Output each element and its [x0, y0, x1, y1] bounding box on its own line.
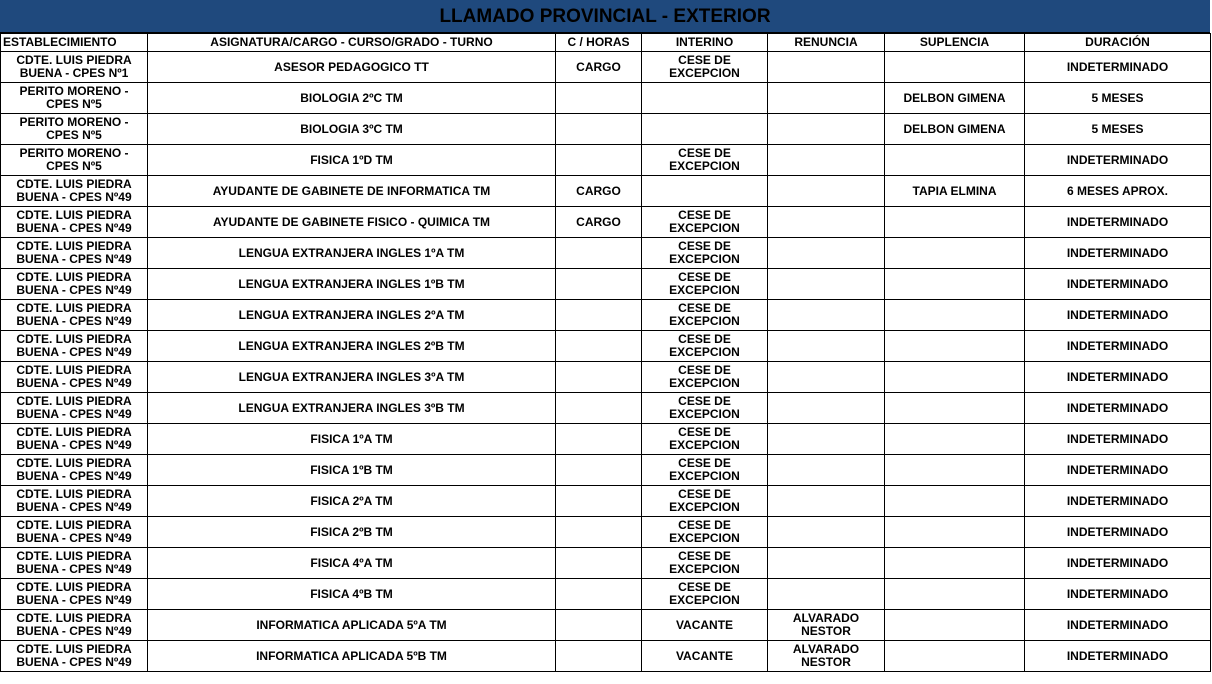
cell-horas [556, 548, 642, 579]
sheet-title: LLAMADO PROVINCIAL - EXTERIOR [0, 0, 1210, 33]
cell-establecimiento: CDTE. LUIS PIEDRA BUENA - CPES Nº49 [1, 455, 148, 486]
cell-asignatura: AYUDANTE DE GABINETE DE INFORMATICA TM [148, 176, 556, 207]
cell-duracion: INDETERMINADO [1025, 269, 1211, 300]
col-header-establecimiento: ESTABLECIMIENTO [1, 34, 148, 52]
cell-renuncia [768, 486, 885, 517]
table-row [1, 455, 1211, 486]
cell-duracion: INDETERMINADO [1025, 393, 1211, 424]
table-row [1, 269, 1211, 300]
cell-suplencia [885, 393, 1025, 424]
col-header-interino: INTERINO [642, 34, 768, 52]
cell-horas [556, 517, 642, 548]
cell-interino: CESE DE EXCEPCION [642, 300, 768, 331]
cell-suplencia [885, 424, 1025, 455]
cell-asignatura: FISICA 4ºB TM [148, 579, 556, 610]
cell-horas: CARGO [556, 207, 642, 238]
cell-horas [556, 362, 642, 393]
cell-asignatura: FISICA 4ºA TM [148, 548, 556, 579]
cell-interino: VACANTE [642, 610, 768, 641]
cell-interino: CESE DE EXCEPCION [642, 207, 768, 238]
cell-suplencia [885, 145, 1025, 176]
cell-horas [556, 641, 642, 672]
cell-renuncia [768, 579, 885, 610]
cell-duracion: INDETERMINADO [1025, 579, 1211, 610]
cell-duracion: INDETERMINADO [1025, 331, 1211, 362]
cell-horas [556, 145, 642, 176]
cell-asignatura: ASESOR PEDAGOGICO TT [148, 52, 556, 83]
cell-renuncia [768, 393, 885, 424]
cell-horas [556, 486, 642, 517]
cell-duracion: INDETERMINADO [1025, 455, 1211, 486]
cell-renuncia: ALVARADO NESTOR [768, 641, 885, 672]
cell-duracion: 5 MESES [1025, 114, 1211, 145]
cell-interino: CESE DE EXCEPCION [642, 269, 768, 300]
cell-horas [556, 269, 642, 300]
cell-interino: CESE DE EXCEPCION [642, 424, 768, 455]
cell-renuncia [768, 238, 885, 269]
cell-establecimiento: CDTE. LUIS PIEDRA BUENA - CPES Nº49 [1, 331, 148, 362]
cell-interino: CESE DE EXCEPCION [642, 393, 768, 424]
cell-asignatura: BIOLOGIA 3ºC TM [148, 114, 556, 145]
cell-duracion: INDETERMINADO [1025, 362, 1211, 393]
cell-asignatura: BIOLOGIA 2ºC TM [148, 83, 556, 114]
cell-suplencia [885, 269, 1025, 300]
cell-suplencia: DELBON GIMENA [885, 114, 1025, 145]
cell-suplencia: DELBON GIMENA [885, 83, 1025, 114]
cell-interino: CESE DE EXCEPCION [642, 238, 768, 269]
cell-asignatura: LENGUA EXTRANJERA INGLES 1ºA TM [148, 238, 556, 269]
cell-duracion: 6 MESES APROX. [1025, 176, 1211, 207]
cell-suplencia [885, 238, 1025, 269]
cell-renuncia [768, 83, 885, 114]
cell-suplencia [885, 455, 1025, 486]
table-row [1, 114, 1211, 145]
table-row [1, 176, 1211, 207]
cell-horas [556, 238, 642, 269]
cell-suplencia [885, 486, 1025, 517]
header-row [1, 34, 1211, 52]
col-header-suplencia: SUPLENCIA [885, 34, 1025, 52]
cell-renuncia [768, 424, 885, 455]
cell-horas [556, 424, 642, 455]
cell-asignatura: FISICA 1ºB TM [148, 455, 556, 486]
cell-renuncia [768, 52, 885, 83]
cell-asignatura: INFORMATICA APLICADA 5ºA TM [148, 610, 556, 641]
cell-suplencia [885, 207, 1025, 238]
cell-asignatura: LENGUA EXTRANJERA INGLES 1ºB TM [148, 269, 556, 300]
cell-asignatura: FISICA 2ºA TM [148, 486, 556, 517]
table-body [1, 34, 1211, 672]
cell-interino: CESE DE EXCEPCION [642, 548, 768, 579]
cell-duracion: INDETERMINADO [1025, 424, 1211, 455]
table-row [1, 641, 1211, 672]
cell-establecimiento: CDTE. LUIS PIEDRA BUENA - CPES Nº49 [1, 393, 148, 424]
table-row [1, 486, 1211, 517]
cell-establecimiento: CDTE. LUIS PIEDRA BUENA - CPES Nº49 [1, 362, 148, 393]
cell-interino: CESE DE EXCEPCION [642, 486, 768, 517]
cell-renuncia [768, 176, 885, 207]
table-row [1, 52, 1211, 83]
cell-asignatura: FISICA 1ºA TM [148, 424, 556, 455]
table-row [1, 331, 1211, 362]
cell-renuncia [768, 331, 885, 362]
table-row [1, 300, 1211, 331]
cell-horas [556, 579, 642, 610]
cell-interino: CESE DE EXCEPCION [642, 362, 768, 393]
cell-asignatura: LENGUA EXTRANJERA INGLES 2ºA TM [148, 300, 556, 331]
cell-establecimiento: CDTE. LUIS PIEDRA BUENA - CPES Nº49 [1, 269, 148, 300]
cell-suplencia [885, 300, 1025, 331]
cell-establecimiento: CDTE. LUIS PIEDRA BUENA - CPES Nº49 [1, 610, 148, 641]
cell-duracion: INDETERMINADO [1025, 548, 1211, 579]
cell-interino: CESE DE EXCEPCION [642, 145, 768, 176]
cell-establecimiento: CDTE. LUIS PIEDRA BUENA - CPES Nº49 [1, 548, 148, 579]
table-row [1, 238, 1211, 269]
cell-establecimiento: CDTE. LUIS PIEDRA BUENA - CPES Nº49 [1, 579, 148, 610]
cell-interino: CESE DE EXCEPCION [642, 52, 768, 83]
cell-duracion: INDETERMINADO [1025, 300, 1211, 331]
cell-horas: CARGO [556, 176, 642, 207]
cell-renuncia [768, 362, 885, 393]
cell-duracion: 5 MESES [1025, 83, 1211, 114]
cell-establecimiento: CDTE. LUIS PIEDRA BUENA - CPES Nº49 [1, 207, 148, 238]
cell-establecimiento: CDTE. LUIS PIEDRA BUENA - CPES Nº49 [1, 176, 148, 207]
table-row [1, 145, 1211, 176]
cell-duracion: INDETERMINADO [1025, 238, 1211, 269]
cell-renuncia [768, 548, 885, 579]
col-header-asignatura: ASIGNATURA/CARGO - CURSO/GRADO - TURNO [148, 34, 556, 52]
table-row [1, 362, 1211, 393]
cell-establecimiento: CDTE. LUIS PIEDRA BUENA - CPES Nº49 [1, 517, 148, 548]
cell-interino: CESE DE EXCEPCION [642, 579, 768, 610]
cell-renuncia [768, 517, 885, 548]
cell-suplencia [885, 548, 1025, 579]
cell-establecimiento: PERITO MORENO - CPES Nº5 [1, 114, 148, 145]
col-header-renuncia: RENUNCIA [768, 34, 885, 52]
cell-suplencia [885, 331, 1025, 362]
cell-asignatura: AYUDANTE DE GABINETE FISICO - QUIMICA TM [148, 207, 556, 238]
cell-asignatura: FISICA 2ºB TM [148, 517, 556, 548]
cell-asignatura: LENGUA EXTRANJERA INGLES 2ºB TM [148, 331, 556, 362]
cell-horas [556, 610, 642, 641]
table-row [1, 424, 1211, 455]
cell-duracion: INDETERMINADO [1025, 145, 1211, 176]
cell-establecimiento: CDTE. LUIS PIEDRA BUENA - CPES Nº49 [1, 486, 148, 517]
cell-renuncia [768, 207, 885, 238]
cell-establecimiento: CDTE. LUIS PIEDRA BUENA - CPES Nº49 [1, 300, 148, 331]
cell-horas [556, 331, 642, 362]
cell-interino: VACANTE [642, 641, 768, 672]
cell-suplencia: TAPIA ELMINA [885, 176, 1025, 207]
cell-renuncia [768, 145, 885, 176]
cell-interino [642, 176, 768, 207]
cell-interino [642, 114, 768, 145]
table-row [1, 579, 1211, 610]
cell-duracion: INDETERMINADO [1025, 610, 1211, 641]
table-row [1, 83, 1211, 114]
cell-horas [556, 300, 642, 331]
vacancies-table [0, 33, 1211, 672]
cell-horas [556, 455, 642, 486]
cell-establecimiento: CDTE. LUIS PIEDRA BUENA - CPES Nº49 [1, 641, 148, 672]
cell-asignatura: LENGUA EXTRANJERA INGLES 3ºA TM [148, 362, 556, 393]
cell-horas: CARGO [556, 52, 642, 83]
cell-suplencia [885, 579, 1025, 610]
cell-establecimiento: PERITO MORENO - CPES Nº5 [1, 145, 148, 176]
cell-interino: CESE DE EXCEPCION [642, 517, 768, 548]
cell-duracion: INDETERMINADO [1025, 517, 1211, 548]
cell-establecimiento: CDTE. LUIS PIEDRA BUENA - CPES Nº1 [1, 52, 148, 83]
cell-renuncia [768, 455, 885, 486]
cell-interino: CESE DE EXCEPCION [642, 331, 768, 362]
cell-duracion: INDETERMINADO [1025, 207, 1211, 238]
cell-asignatura: LENGUA EXTRANJERA INGLES 3ºB TM [148, 393, 556, 424]
cell-suplencia [885, 610, 1025, 641]
cell-establecimiento: PERITO MORENO - CPES Nº5 [1, 83, 148, 114]
cell-suplencia [885, 641, 1025, 672]
cell-establecimiento: CDTE. LUIS PIEDRA BUENA - CPES Nº49 [1, 424, 148, 455]
cell-interino [642, 83, 768, 114]
table-row [1, 517, 1211, 548]
cell-duracion: INDETERMINADO [1025, 486, 1211, 517]
cell-renuncia [768, 269, 885, 300]
cell-duracion: INDETERMINADO [1025, 52, 1211, 83]
cell-renuncia: ALVARADO NESTOR [768, 610, 885, 641]
col-header-horas: C / HORAS [556, 34, 642, 52]
cell-suplencia [885, 517, 1025, 548]
table-row [1, 393, 1211, 424]
cell-interino: CESE DE EXCEPCION [642, 455, 768, 486]
cell-renuncia [768, 300, 885, 331]
cell-suplencia [885, 362, 1025, 393]
table-row [1, 610, 1211, 641]
cell-horas [556, 83, 642, 114]
table-row [1, 548, 1211, 579]
cell-asignatura: FISICA 1ºD TM [148, 145, 556, 176]
cell-suplencia [885, 52, 1025, 83]
cell-duracion: INDETERMINADO [1025, 641, 1211, 672]
col-header-duracion: DURACIÓN [1025, 34, 1211, 52]
cell-asignatura: INFORMATICA APLICADA 5ºB TM [148, 641, 556, 672]
cell-establecimiento: CDTE. LUIS PIEDRA BUENA - CPES Nº49 [1, 238, 148, 269]
table-row [1, 207, 1211, 238]
cell-horas [556, 393, 642, 424]
cell-renuncia [768, 114, 885, 145]
cell-horas [556, 114, 642, 145]
